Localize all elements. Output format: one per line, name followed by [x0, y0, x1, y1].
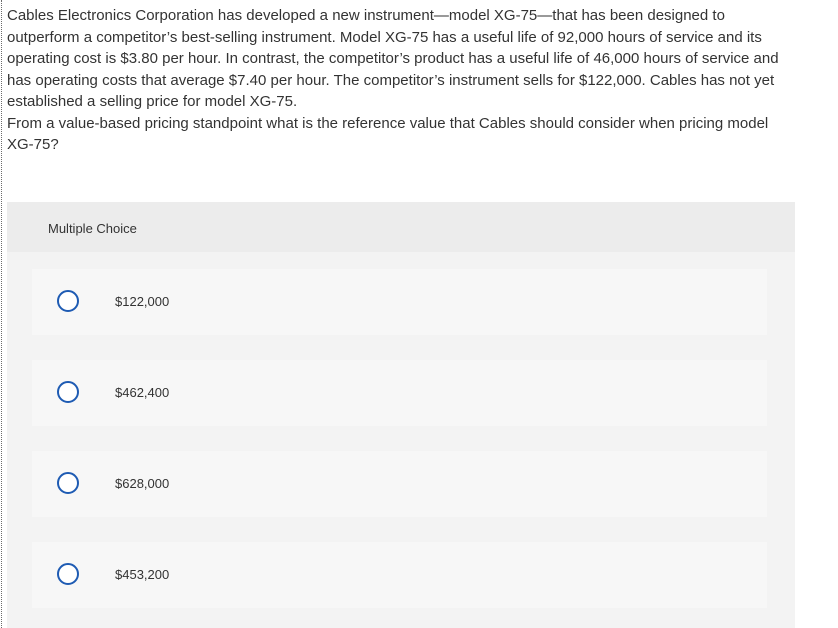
radio-button-icon[interactable] — [57, 472, 79, 494]
answer-option-label: $122,000 — [115, 294, 170, 309]
multiple-choice-header — [7, 202, 795, 252]
radio-button-icon[interactable] — [57, 563, 79, 585]
answer-option-2[interactable] — [32, 360, 767, 426]
multiple-choice-panel — [7, 202, 795, 628]
answer-option-label: $453,200 — [115, 567, 170, 582]
answer-option-3[interactable] — [32, 451, 767, 517]
question-text — [7, 5, 797, 156]
answer-option-label: $462,400 — [115, 385, 170, 400]
answer-option-4[interactable] — [32, 542, 767, 608]
answer-option-label: $628,000 — [115, 476, 170, 491]
radio-button-icon[interactable] — [57, 290, 79, 312]
question-paragraph-prompt: From a value-based pricing standpoint what is the reference value that Cables should consider when pricing model XG-75? — [7, 114, 769, 153]
radio-button-icon[interactable] — [57, 381, 79, 403]
left-dotted-border — [1, 0, 2, 628]
question-paragraph-context: Cables Electronics Corporation has developed a new instrument—model XG-75—that has been designed to outperform a competitor’s best-selling instrument. Model XG-75 has a useful life of 92,000 hours of service and its operating cost is $3.80 per hour. In contrast, the competitor’s product has a useful life of 46,000 hours of service and has operating costs that average $7.40 per hour. The competitor’s instrument sells for $122,000. Cables has not yet established a selling price for model XG-75. — [7, 7, 779, 110]
answer-option-1[interactable] — [32, 269, 767, 335]
multiple-choice-title: Multiple Choice — [48, 221, 137, 236]
